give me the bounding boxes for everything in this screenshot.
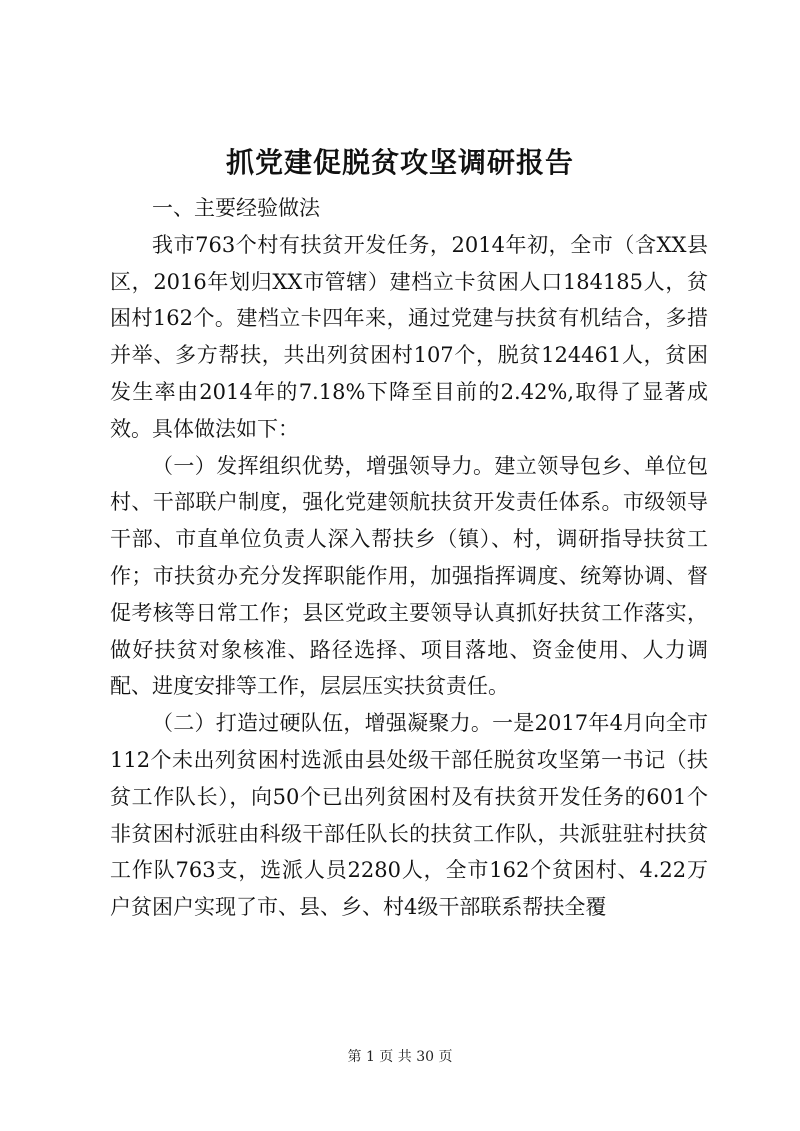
- section-heading: 一、主要经验做法: [152, 196, 320, 220]
- document-title: 抓党建促脱贫攻坚调研报告: [225, 146, 574, 179]
- paragraph-organization: （一）发挥组织优势，增强领导力。建立领导包乡、单位包村、干部联户制度，强化党建领航扶贫开发责任体系。市级领导干部、市直单位负责人深入帮扶乡（镇）、村，调研指导扶贫工作；市扶贫办充分发挥职能作用，加强指挥调度、统筹协调、督促考核等日常工作；县区党政主要领导认真抓好扶贫工作落实，做好扶贫对象核准、路径选择、项目落地、资金使用、人力调配、进度安排等工作，层层压实扶贫责任。: [110, 453, 708, 699]
- paragraph-overview: 我市763个村有扶贫开发任务，2014年初，全市（含XX县区，2016年划归XX市管辖）建档立卡贫困人口184185人，贫困村162个。建档立卡四年来，通过党建与扶贫有机结合，多措并举、多方帮扶，共出列贫困村107个，脱贫124461人，贫困发生率由2014年的7.18%下降至目前的2.42%,取得了显著成效。具体做法如下：: [110, 232, 708, 441]
- document-body: [110, 190, 708, 926]
- paragraph-team: （二）打造过硬队伍，增强凝聚力。一是2017年4月向全市112个未出列贫困村选派由县处级干部任脱贫攻坚第一书记（扶贫工作队长），向50个已出列贫困村及有扶贫开发任务的601个非贫困村派驻由科级干部任队长的扶贫工作队，共派驻驻村扶贫工作队763支，选派人员2280人，全市162个贫困村、4.22万户贫困户实现了市、县、乡、村4级干部联系帮扶全覆: [110, 711, 708, 920]
- page-footer: 第 1 页 共 30 页: [347, 1049, 453, 1065]
